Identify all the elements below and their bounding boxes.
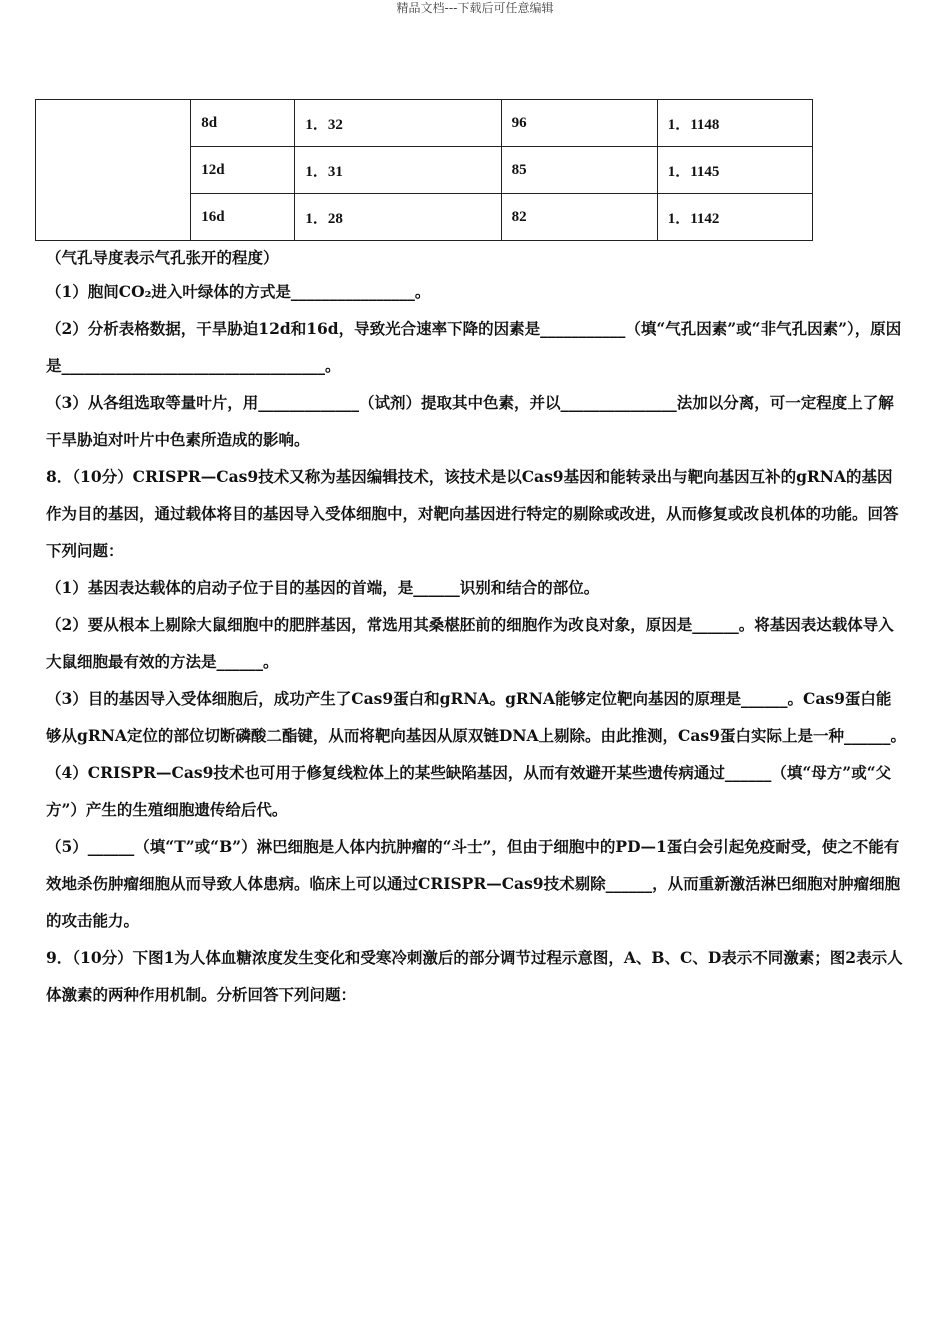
- table-cell: 82: [501, 194, 657, 241]
- table-cell: 1．31: [295, 147, 501, 194]
- q9-stem: 9．（10分）下图1为人体血糖浓度发生变化和受寒冷刺激后的部分调节过程示意图，A、B、C、D表示不同激素；图2表示人体激素的两种作用机制。分析回答下列问题：: [46, 948, 903, 1004]
- table-note: （气孔导度表示气孔张开的程度）: [46, 248, 279, 267]
- q8-part3: （3）目的基因导入受体细胞后，成功产生了Cas9蛋白和gRNA。gRNA能够定位靶向基因的原理是______。Cas9蛋白能够从gRNA定位的部位切断磷酸二酯键，从而将靶向基因从原双链DNA上剔除。由此推测，Cas9蛋白实际上是一种______。: [46, 689, 906, 745]
- q8-part4: （4）CRISPR—Cas9技术也可用于修复线粒体上的某些缺陷基因，从而有效避开某些遗传病通过______（填“母方”或“父方”）产生的生殖细胞遗传给后代。: [46, 763, 892, 819]
- data-table: [35, 99, 813, 241]
- table-cell: 1．1148: [657, 100, 812, 147]
- table-cell: 16d: [191, 194, 295, 241]
- q8-part2: （2）要从根本上剔除大鼠细胞中的肥胖基因，常选用其桑椹胚前的细胞作为改良对象，原因是______。将基因表达载体导入大鼠细胞最有效的方法是______。: [46, 615, 894, 671]
- table-cell: 1．28: [295, 194, 501, 241]
- document-body: [46, 243, 906, 1013]
- table-cell-empty: [36, 100, 191, 241]
- table-cell: 1．32: [295, 100, 501, 147]
- q8-stem: 8．（10分）CRISPR—Cas9技术又称为基因编辑技术，该技术是以Cas9基因和能转录出与靶向基因互补的gRNA的基因作为目的基因，通过载体将目的基因导入受体细胞中，对靶向基因进行特定的剔除或改进，从而修复或改良机体的功能。回答下列问题：: [46, 467, 899, 560]
- table-cell: 1．1142: [657, 194, 812, 241]
- q7-part2: （2）分析表格数据，干旱胁迫12d和16d，导致光合速率下降的因素是___________（填“气孔因素”或“非气孔因素”），原因是__________________________________。: [46, 319, 902, 375]
- table-cell: 12d: [191, 147, 295, 194]
- table-cell: 85: [501, 147, 657, 194]
- q8-part5: （5）______（填“T”或“B”）淋巴细胞是人体内抗肿瘤的“斗士”，但由于细胞中的PD—1蛋白会引起免疫耐受，使之不能有效地杀伤肿瘤细胞从而导致人体患病。临床上可以通过CRISPR—Cas9技术剔除______，从而重新激活淋巴细胞对肿瘤细胞的攻击能力。: [46, 837, 901, 930]
- q7-part3: （3）从各组选取等量叶片，用_____________（试剂）提取其中色素，并以_______________法加以分离，可一定程度上了解干旱胁迫对叶片中色素所造成的影响。: [46, 393, 894, 449]
- table-cell: 96: [501, 100, 657, 147]
- table-row: [36, 100, 813, 147]
- table-cell: 1．1145: [657, 147, 812, 194]
- q7-part1: （1）胞间CO₂进入叶绿体的方式是________________。: [46, 282, 431, 301]
- table-cell: 8d: [191, 100, 295, 147]
- q8-part1: （1）基因表达载体的启动子位于目的基因的首端，是______识别和结合的部位。: [46, 578, 600, 597]
- page-header: 精品文档---下载后可任意编辑: [396, 1, 554, 15]
